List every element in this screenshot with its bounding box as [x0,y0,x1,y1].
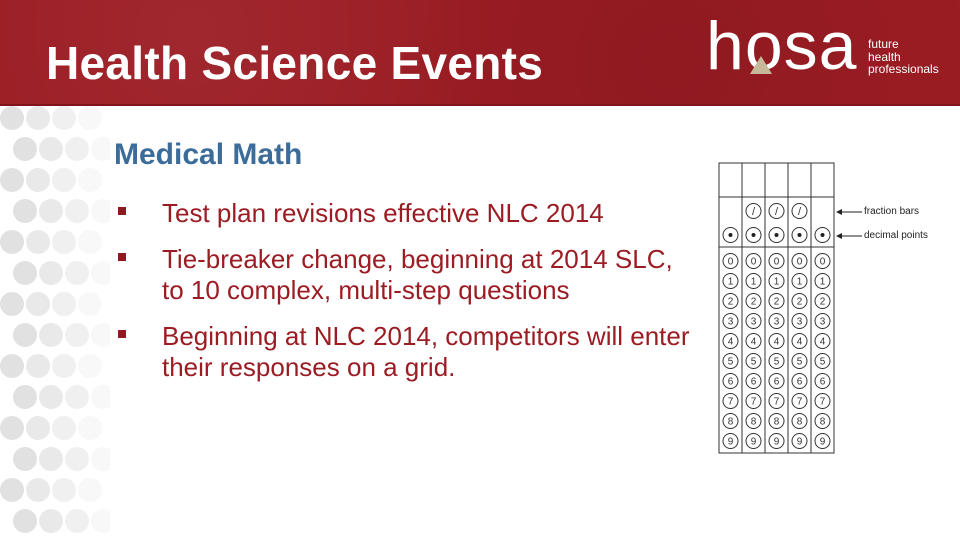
digit-bubble-label: 6 [773,376,780,388]
label-arrows [834,162,874,262]
fraction-bubble-glyph: / [751,206,756,218]
decorative-dot [26,168,50,192]
decorative-dot [13,323,37,347]
digit-bubble-label: 7 [773,396,780,408]
digit-bubble-label: 7 [727,396,734,408]
bullet-item [114,198,694,229]
digit-bubble-label: 1 [750,276,757,288]
decorative-dot [52,230,76,254]
digit-bubble-label: 6 [819,376,826,388]
digit-bubble-label: 5 [796,356,803,368]
digit-bubble-label: 3 [727,316,734,328]
decimal-dot-icon [775,233,779,237]
digit-bubble-label: 3 [819,316,826,328]
decorative-dot [0,292,24,316]
bullet-text: Beginning at NLC 2014, competitors will enter their responses on a grid. [162,321,690,382]
decorative-dot [13,261,37,285]
decorative-dot [0,354,24,378]
digit-bubble-label: 9 [727,436,734,448]
digit-bubble-label: 5 [750,356,757,368]
decorative-dot [91,447,110,471]
bullet-list [114,198,694,398]
title-banner [0,0,960,106]
fraction-bubble-glyph: / [797,206,802,218]
decorative-dot [26,354,50,378]
decorative-dot [13,137,37,161]
square-bullet-icon [118,207,126,215]
logo-tagline-line: professionals [868,62,939,76]
decorative-dot [78,168,102,192]
digit-bubble-label: 0 [773,256,780,268]
bullet-text: Tie-breaker change, beginning at 2014 SLC, to 10 complex, multi-step questions [162,244,673,305]
digit-bubble-label: 0 [796,256,803,268]
digit-bubble-label: 6 [727,376,734,388]
fraction-bubble-glyph: / [774,206,779,218]
decorative-dot [13,199,37,223]
digit-bubble-label: 9 [750,436,757,448]
decimal-dot-icon [798,233,802,237]
digit-bubble-label: 3 [773,316,780,328]
logo-tagline [868,38,939,76]
digit-bubble-label: 8 [773,416,780,428]
decorative-dot-pattern [0,106,110,540]
digit-bubble-label: 9 [819,436,826,448]
decorative-dot [78,354,102,378]
decorative-dot [0,478,24,502]
decorative-dot [39,447,63,471]
decorative-dot [91,323,110,347]
decimal-arrow-head-icon [836,233,842,239]
answer-grid-figure [718,162,948,454]
decorative-dot [65,137,89,161]
decorative-dot [78,478,102,502]
answer-grid [718,162,836,454]
digit-bubble-label: 6 [750,376,757,388]
logo-triangle-icon [750,56,772,74]
digit-bubble-label: 2 [819,296,826,308]
decorative-dot [39,137,63,161]
decorative-dot [91,137,110,161]
decorative-dot [52,354,76,378]
digit-bubble-label: 7 [750,396,757,408]
digit-bubble-label: 8 [796,416,803,428]
decimal-dot-icon [752,233,756,237]
decorative-dot [65,509,89,533]
logo-wordmark: hosa [706,8,858,84]
decorative-dot [78,292,102,316]
decorative-dot [39,261,63,285]
decorative-dot [26,230,50,254]
digit-bubble-label: 5 [773,356,780,368]
decimal-points-label: decimal points [864,230,928,241]
bullet-text: Test plan revisions effective NLC 2014 [162,198,604,228]
square-bullet-icon [118,330,126,338]
digit-bubble-label: 7 [796,396,803,408]
digit-bubble-label: 4 [796,336,803,348]
decorative-dot [91,385,110,409]
digit-bubble-label: 3 [796,316,803,328]
digit-bubble-label: 8 [727,416,734,428]
decorative-dot [0,168,24,192]
digit-bubble-label: 2 [727,296,734,308]
decorative-dot [78,416,102,440]
bullet-item [114,321,694,383]
digit-bubble-label: 4 [819,336,826,348]
digit-bubble-label: 0 [727,256,734,268]
logo-tagline-line: health [868,49,901,64]
digit-bubble-label: 2 [796,296,803,308]
decorative-dot [65,323,89,347]
decorative-dot [65,385,89,409]
decorative-dot [65,199,89,223]
digit-bubble-label: 1 [727,276,734,288]
decorative-dot [52,478,76,502]
decimal-dot-icon [729,233,733,237]
digit-bubble-label: 1 [819,276,826,288]
bullet-item [114,244,694,306]
decorative-dot [0,416,24,440]
digit-bubble-label: 8 [750,416,757,428]
digit-bubble-label: 0 [819,256,826,268]
square-bullet-icon [118,253,126,261]
digit-bubble-label: 5 [727,356,734,368]
decorative-dot [0,106,24,130]
decorative-dot [52,106,76,130]
decorative-dot [91,199,110,223]
decorative-dot [78,230,102,254]
decorative-dot [39,509,63,533]
slide-title: Health Science Events [46,37,544,89]
decorative-dot [91,261,110,285]
decorative-dot [65,261,89,285]
decorative-dot [39,385,63,409]
digit-bubble-label: 4 [773,336,780,348]
decorative-dot [52,292,76,316]
decorative-dot [13,385,37,409]
digit-bubble-label: 3 [750,316,757,328]
digit-bubble-label: 2 [773,296,780,308]
section-subtitle: Medical Math [114,138,303,171]
decorative-dot [52,168,76,192]
digit-bubble-label: 9 [773,436,780,448]
fraction-arrow-head-icon [836,209,842,215]
decorative-dot [39,323,63,347]
decorative-dot [26,106,50,130]
digit-bubble-label: 7 [819,396,826,408]
decorative-dot [91,509,110,533]
digit-bubble-label: 6 [796,376,803,388]
decorative-dot [39,199,63,223]
digit-bubble-label: 9 [796,436,803,448]
digit-bubble-label: 2 [750,296,757,308]
digit-bubble-label: 1 [773,276,780,288]
decimal-dot-icon [821,233,825,237]
fraction-bars-label: fraction bars [864,206,920,217]
digit-bubble-label: 5 [819,356,826,368]
decorative-dot [26,478,50,502]
digit-bubble-label: 4 [727,336,734,348]
digit-bubble-label: 8 [819,416,826,428]
decorative-dot [65,447,89,471]
hosa-logo [706,8,952,90]
decorative-dot [26,416,50,440]
decorative-dot [13,509,37,533]
decorative-dot [78,106,102,130]
decorative-dot [13,447,37,471]
logo-tagline-line: future [868,37,899,51]
decorative-dot [26,292,50,316]
decorative-dot [0,230,24,254]
digit-bubble-label: 0 [750,256,757,268]
digit-bubble-label: 4 [750,336,757,348]
decorative-dot [52,416,76,440]
digit-bubble-label: 1 [796,276,803,288]
